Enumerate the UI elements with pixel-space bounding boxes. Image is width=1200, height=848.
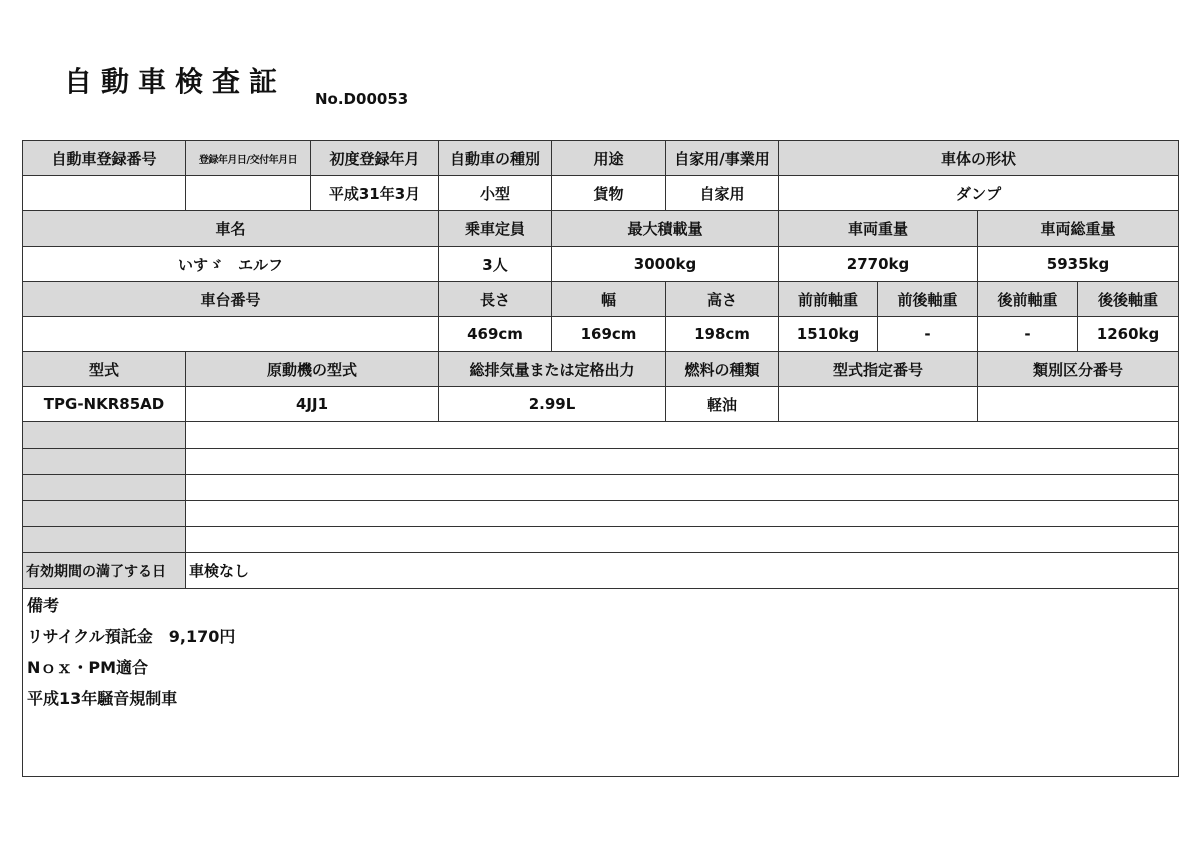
value-private-business: 自家用 [666,176,779,211]
header-vehicle-class: 自動車の種別 [439,141,552,176]
header-registration-date: 登録年月日/交付年月日 [186,141,311,176]
header-first-registration: 初度登録年月 [311,141,439,176]
value-rf-axle: - [978,317,1078,352]
value-displacement: 2.99L [439,387,666,422]
header-displacement: 総排気量または定格出力 [439,352,666,387]
header-width: 幅 [552,282,666,317]
blank-row-label [23,501,186,527]
header-vehicle-weight: 車両重量 [779,211,978,247]
expiry-value: 車検なし [186,553,1179,589]
blank-row-value [186,475,1179,501]
value-rr-axle: 1260kg [1078,317,1179,352]
value-engine-model: 4JJ1 [186,387,439,422]
header-type-designation: 型式指定番号 [779,352,978,387]
remarks-line: Nｏｘ・PM適合 [27,658,149,677]
value-type-designation [779,387,978,422]
value-registration-number [23,176,186,211]
remarks-section [23,589,1179,777]
value-ff-axle: 1510kg [779,317,878,352]
value-gross-weight: 5935kg [978,247,1179,282]
header-vehicle-name: 車名 [23,211,439,247]
remarks-heading: 備考 [27,596,60,615]
value-model: TPG-NKR85AD [23,387,186,422]
header-rf-axle: 後前軸重 [978,282,1078,317]
header-ff-axle: 前前軸重 [779,282,878,317]
value-max-load: 3000kg [552,247,779,282]
value-usage: 貨物 [552,176,666,211]
header-length: 長さ [439,282,552,317]
header-model: 型式 [23,352,186,387]
value-height: 198cm [666,317,779,352]
header-max-load: 最大積載量 [552,211,779,247]
value-length: 469cm [439,317,552,352]
blank-row-value [186,501,1179,527]
value-registration-date [186,176,311,211]
header-rr-axle: 後後軸重 [1078,282,1179,317]
blank-row-label [23,475,186,501]
header-registration-number: 自動車登録番号 [23,141,186,176]
value-vehicle-weight: 2770kg [779,247,978,282]
header-engine-model: 原動機の型式 [186,352,439,387]
inspection-certificate-table [22,140,1179,777]
header-gross-weight: 車両総重量 [978,211,1179,247]
value-width: 169cm [552,317,666,352]
remarks-line: 平成13年騒音規制車 [27,689,178,708]
header-fr-axle: 前後軸重 [878,282,978,317]
blank-row-label [23,527,186,553]
blank-row-value [186,449,1179,475]
value-body-shape: ダンプ [779,176,1179,211]
document-number: No.D00053 [315,90,409,108]
value-first-registration: 平成31年3月 [311,176,439,211]
blank-row-label [23,422,186,449]
header-private-business: 自家用/事業用 [666,141,779,176]
header-body-shape: 車体の形状 [779,141,1179,176]
value-passenger-capacity: 3人 [439,247,552,282]
value-fr-axle: - [878,317,978,352]
value-category-number [978,387,1179,422]
document-title: 自動車検査証 [64,65,287,98]
value-vehicle-name: いすゞ エルフ [23,247,439,282]
header-passenger-capacity: 乗車定員 [439,211,552,247]
header-height: 高さ [666,282,779,317]
header-chassis-number: 車台番号 [23,282,439,317]
value-vehicle-class: 小型 [439,176,552,211]
blank-row-value [186,422,1179,449]
expiry-label: 有効期間の満了する日 [23,553,186,589]
blank-row-label [23,449,186,475]
value-chassis-number [23,317,439,352]
header-usage: 用途 [552,141,666,176]
header-category-number: 類別区分番号 [978,352,1179,387]
value-fuel-type: 軽油 [666,387,779,422]
blank-row-value [186,527,1179,553]
remarks-line: リサイクル預託金 9,170円 [27,627,236,646]
header-fuel-type: 燃料の種類 [666,352,779,387]
